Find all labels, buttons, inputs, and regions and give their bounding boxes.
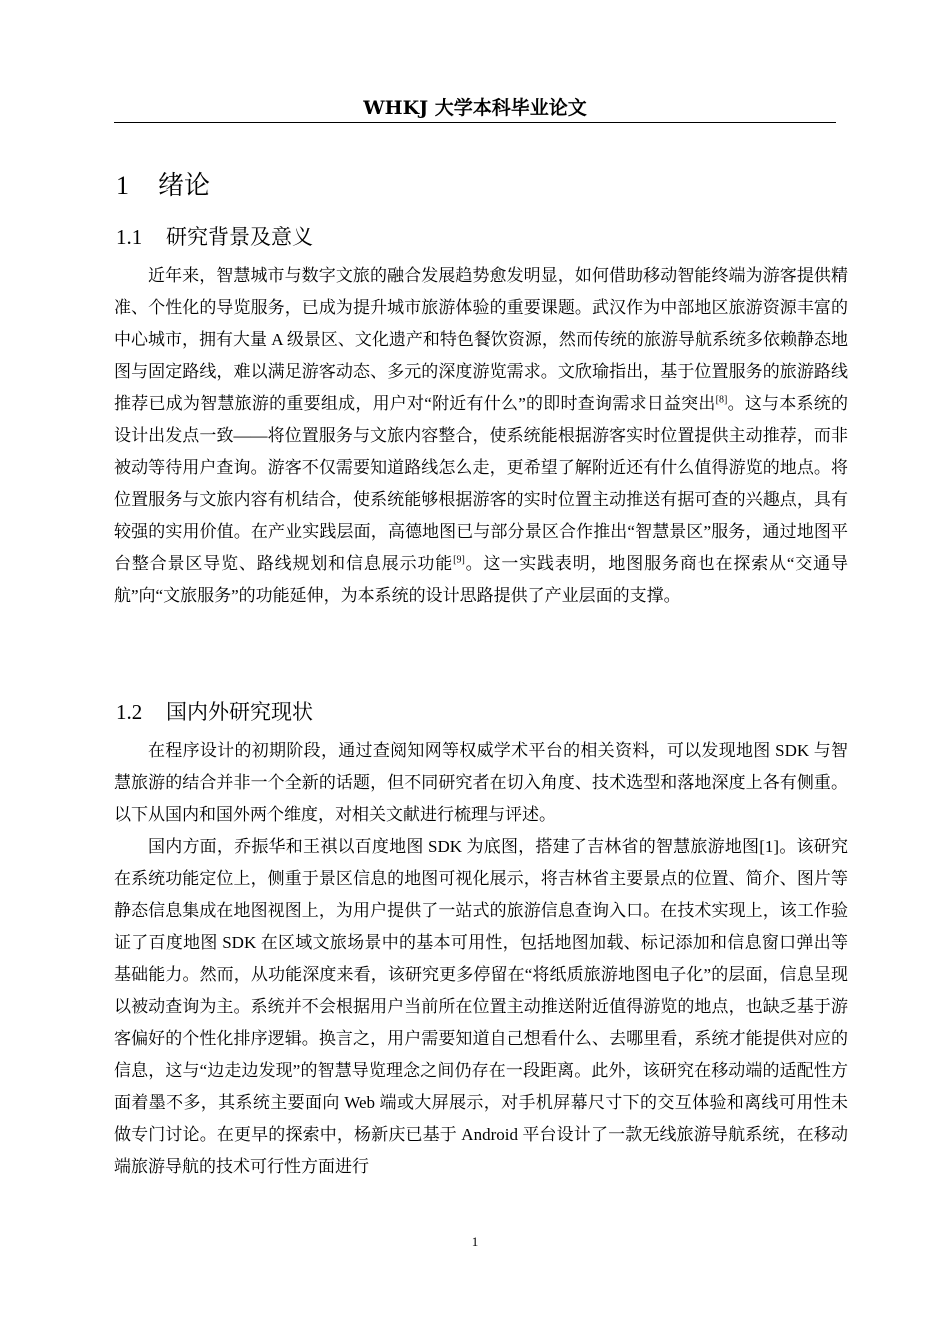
section-number: 1.2: [116, 700, 143, 724]
chapter-number: 1: [116, 171, 129, 200]
paragraph-domestic: 国内方面，乔振华和王祺以百度地图 SDK 为底图，搭建了吉林省的智慧旅游地图[1]。该研究在系统功能定位上，侧重于景区信息的地图可视化展示，将吉林省主要景点的位置、简介、图片等静态信息集成在地图视图上，为用户提供了一站式的旅游信息查询入口。在技术实现上，该工作验证了百度地图 SDK 在区域文旅场景中的基本可用性，包括地图加载、标记添加和信息窗口弹出等基础能力。然而，从功能深度来看，该研究更多停留在“将纸质旅游地图电子化”的层面，信息呈现以被动查询为主。系统并不会根据用户当前所在位置主动推送附近值得游览的地点，也缺乏基于游客偏好的个性化排序逻辑。换言之，用户需要知道自己想看什么、去哪里看，系统才能提供对应的信息，这与“边走边发现”的智慧导览理念之间仍存在一段距离。此外，该研究在移动端的适配性方面着墨不多，其系统主要面向 Web 端或大屏展示，对手机屏幕尺寸下的交互体验和离线可用性未做专门讨论。在更早的探索中，杨新庆已基于 Android 平台设计了一款无线旅游导航系统，在移动端旅游导航的技术可行性方面进行: [114, 837, 848, 1176]
paragraph-background: [114, 260, 848, 612]
paragraph-text: 近年来，智慧城市与数字文旅的融合发展趋势愈发明显，如何借助移动智能终端为游客提供精准、个性化的导览服务，已成为提升城市旅游体验的重要课题。武汉作为中部地区旅游资源丰富的中心城市，拥有大量 A 级景区、文化遗产和特色餐饮资源，然而传统的旅游导航系统多依赖静态地图与固定路线，难以满足游客动态、多元的深度游览需求。文欣瑜指出，基于位置服务的旅游路线推荐已成为智慧旅游的重要组成，用户对“附近有什么”的即时查询需求日益突出: [114, 266, 848, 413]
citation-ref: [9]: [453, 554, 465, 566]
paragraph-text: 。这与本系统的设计出发点一致——将位置服务与文旅内容整合，使系统能根据游客实时位置提供主动推荐，而非被动等待用户查询。游客不仅需要知道路线怎么走，更希望了解附近还有什么值得游览的地点。将位置服务与文旅内容有机结合，使系统能够根据游客的实时位置主动推送有据可查的兴趣点，具有较强的实用价值。在产业实践层面，高德地图已与部分景区合作推出“智慧景区”服务，通过地图平台整合景区导览、路线规划和信息展示功能: [114, 394, 849, 573]
chapter-heading: [116, 168, 210, 204]
paragraph-text: 。这一实践表明，地图服务商也在探索从“交通导航”向“文旅服务”的功能延伸，为本系统的设计思路提供了产业层面的支撑。: [114, 554, 849, 605]
section-heading-1-2: [116, 697, 313, 727]
paragraph-intro: 在程序设计的初期阶段，通过查阅知网等权威学术平台的相关资料，可以发现地图 SDK 与智慧旅游的结合并非一个全新的话题，但不同研究者在切入角度、技术选型和落地深度上各有侧重。以下从国内和国外两个维度，对相关文献进行梳理与评述。: [114, 741, 848, 824]
citation-ref: [8]: [715, 394, 728, 406]
page-number: 1: [471, 1234, 479, 1249]
header-rule: [114, 122, 836, 123]
section-title: 国内外研究现状: [166, 700, 313, 724]
section-heading-1-1: [116, 222, 313, 252]
section-number: 1.1: [116, 225, 143, 249]
running-header: WHKJ 大学本科毕业论文: [363, 97, 587, 119]
section-title: 研究背景及意义: [166, 225, 313, 249]
chapter-title: 绪论: [158, 171, 211, 201]
